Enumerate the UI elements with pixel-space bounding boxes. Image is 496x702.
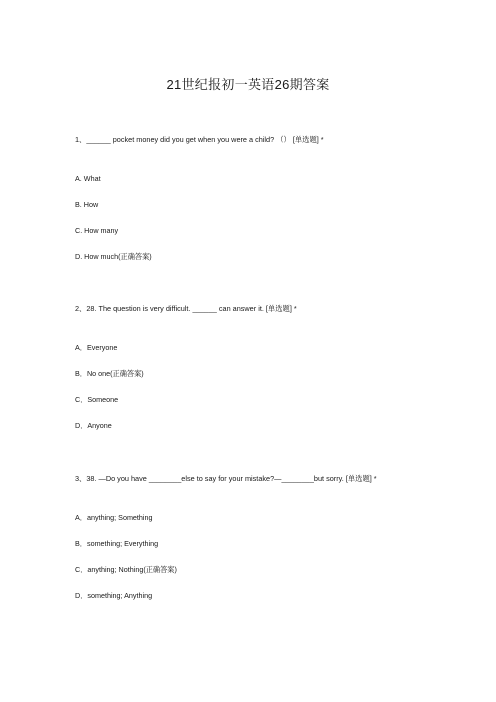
question-2-option-d: D．Anyone [75, 421, 112, 430]
question-2-option-a: A．Everyone [75, 343, 118, 352]
question-2-option-c: C．Someone [75, 395, 119, 404]
question-3-option-d: D．something; Anything [75, 591, 153, 600]
question-2-prompt: 2、28. The question is very difficult. ______ can answer it. [单选题] * [75, 304, 297, 313]
question-1-prompt: 1、______ pocket money did you get when you were a child? （） [单选题] * [75, 135, 324, 144]
document-title: 21世纪报初一英语26期答案 [166, 77, 330, 92]
question-1-option-c: C. How many [75, 226, 119, 235]
question-2-option-b: B．No one(正确答案) [75, 369, 144, 378]
question-3-option-a: A．anything; Something [75, 513, 153, 522]
question-3-option-c: C．anything; Nothing(正确答案) [75, 565, 177, 574]
question-1-option-b: B. How [75, 200, 99, 209]
question-3-prompt: 3、38. —Do you have ________else to say for your mistake?—________but sorry. [单选题] * [75, 474, 377, 483]
question-1-option-d: D. How much(正确答案) [75, 252, 152, 261]
question-1-option-a: A. What [75, 174, 101, 183]
question-3-option-b: B．something; Everything [75, 539, 159, 548]
